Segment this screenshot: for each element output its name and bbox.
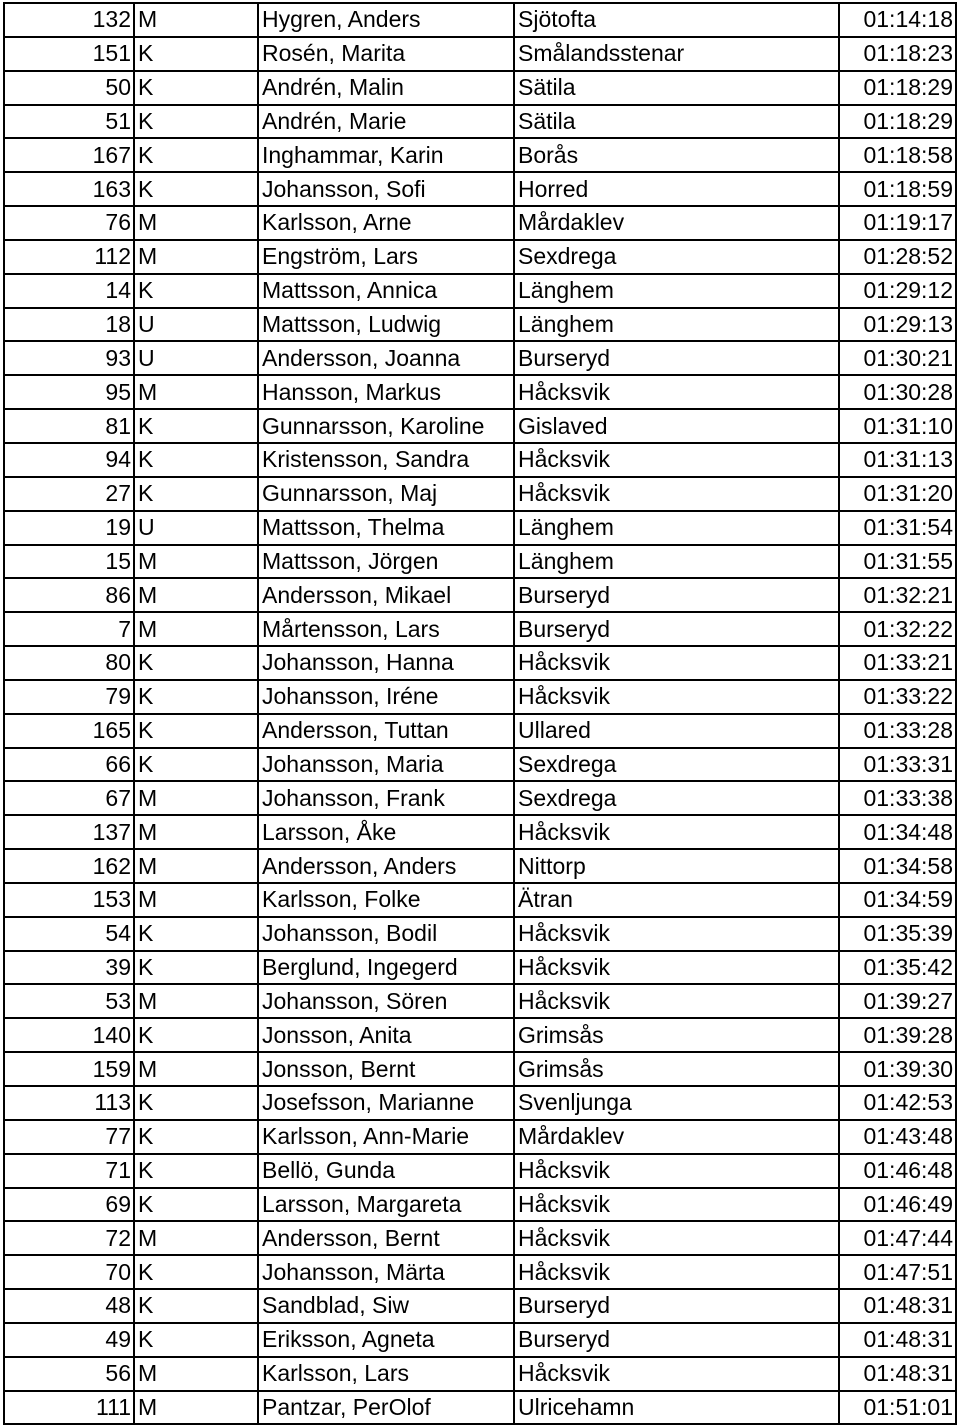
class-cell: M bbox=[134, 3, 258, 37]
table-row bbox=[4, 1120, 956, 1154]
table-row bbox=[4, 1323, 956, 1357]
club-cell: Burseryd bbox=[514, 612, 839, 646]
time-cell: 01:39:28 bbox=[839, 1018, 956, 1052]
name-cell: Johansson, Sofi bbox=[258, 172, 514, 206]
club-cell: Sätila bbox=[514, 105, 839, 139]
club-cell: Håcksvik bbox=[514, 443, 839, 477]
start-number-cell: 51 bbox=[4, 105, 134, 139]
start-number-cell: 165 bbox=[4, 714, 134, 748]
class-cell: K bbox=[134, 409, 258, 443]
time-cell: 01:42:53 bbox=[839, 1086, 956, 1120]
table-row bbox=[4, 1086, 956, 1120]
time-cell: 01:19:17 bbox=[839, 206, 956, 240]
time-cell: 01:33:38 bbox=[839, 781, 956, 815]
class-cell: K bbox=[134, 748, 258, 782]
time-cell: 01:39:30 bbox=[839, 1052, 956, 1086]
name-cell: Rosén, Marita bbox=[258, 37, 514, 71]
name-cell: Bellö, Gunda bbox=[258, 1154, 514, 1188]
class-cell: M bbox=[134, 375, 258, 409]
table-row bbox=[4, 1052, 956, 1086]
start-number-cell: 167 bbox=[4, 138, 134, 172]
name-cell: Josefsson, Marianne bbox=[258, 1086, 514, 1120]
time-cell: 01:30:28 bbox=[839, 375, 956, 409]
club-cell: Håcksvik bbox=[514, 1357, 839, 1391]
class-cell: K bbox=[134, 1120, 258, 1154]
table-row bbox=[4, 1154, 956, 1188]
class-cell: K bbox=[134, 680, 258, 714]
table-row bbox=[4, 951, 956, 985]
start-number-cell: 49 bbox=[4, 1323, 134, 1357]
table-row bbox=[4, 917, 956, 951]
table-row bbox=[4, 37, 956, 71]
time-cell: 01:29:12 bbox=[839, 274, 956, 308]
club-cell: Håcksvik bbox=[514, 680, 839, 714]
table-row bbox=[4, 815, 956, 849]
start-number-cell: 15 bbox=[4, 545, 134, 579]
name-cell: Andersson, Mikael bbox=[258, 578, 514, 612]
time-cell: 01:31:55 bbox=[839, 545, 956, 579]
table-row bbox=[4, 849, 956, 883]
table-row bbox=[4, 206, 956, 240]
club-cell: Svenljunga bbox=[514, 1086, 839, 1120]
time-cell: 01:29:13 bbox=[839, 308, 956, 342]
time-cell: 01:47:44 bbox=[839, 1221, 956, 1255]
start-number-cell: 95 bbox=[4, 375, 134, 409]
name-cell: Mattsson, Annica bbox=[258, 274, 514, 308]
start-number-cell: 77 bbox=[4, 1120, 134, 1154]
name-cell: Hansson, Markus bbox=[258, 375, 514, 409]
table-row bbox=[4, 883, 956, 917]
club-cell: Sexdrega bbox=[514, 240, 839, 274]
time-cell: 01:35:42 bbox=[839, 951, 956, 985]
start-number-cell: 79 bbox=[4, 680, 134, 714]
name-cell: Inghammar, Karin bbox=[258, 138, 514, 172]
time-cell: 01:48:31 bbox=[839, 1289, 956, 1323]
name-cell: Larsson, Åke bbox=[258, 815, 514, 849]
time-cell: 01:18:23 bbox=[839, 37, 956, 71]
club-cell: Håcksvik bbox=[514, 951, 839, 985]
club-cell: Håcksvik bbox=[514, 984, 839, 1018]
club-cell: Sexdrega bbox=[514, 781, 839, 815]
class-cell: M bbox=[134, 578, 258, 612]
name-cell: Jonsson, Bernt bbox=[258, 1052, 514, 1086]
club-cell: Gislaved bbox=[514, 409, 839, 443]
table-row bbox=[4, 1289, 956, 1323]
table-row bbox=[4, 1018, 956, 1052]
time-cell: 01:28:52 bbox=[839, 240, 956, 274]
name-cell: Kristensson, Sandra bbox=[258, 443, 514, 477]
name-cell: Jonsson, Anita bbox=[258, 1018, 514, 1052]
time-cell: 01:47:51 bbox=[839, 1255, 956, 1289]
club-cell: Håcksvik bbox=[514, 1221, 839, 1255]
name-cell: Johansson, Sören bbox=[258, 984, 514, 1018]
name-cell: Gunnarsson, Karoline bbox=[258, 409, 514, 443]
start-number-cell: 76 bbox=[4, 206, 134, 240]
start-number-cell: 140 bbox=[4, 1018, 134, 1052]
start-number-cell: 56 bbox=[4, 1357, 134, 1391]
table-row bbox=[4, 477, 956, 511]
name-cell: Andersson, Anders bbox=[258, 849, 514, 883]
name-cell: Pantzar, PerOlof bbox=[258, 1391, 514, 1425]
table-row bbox=[4, 984, 956, 1018]
name-cell: Johansson, Hanna bbox=[258, 646, 514, 680]
class-cell: K bbox=[134, 71, 258, 105]
start-number-cell: 54 bbox=[4, 917, 134, 951]
time-cell: 01:34:48 bbox=[839, 815, 956, 849]
table-row bbox=[4, 1357, 956, 1391]
class-cell: M bbox=[134, 1221, 258, 1255]
club-cell: Nittorp bbox=[514, 849, 839, 883]
class-cell: K bbox=[134, 477, 258, 511]
start-number-cell: 151 bbox=[4, 37, 134, 71]
time-cell: 01:35:39 bbox=[839, 917, 956, 951]
time-cell: 01:32:21 bbox=[839, 578, 956, 612]
start-number-cell: 19 bbox=[4, 511, 134, 545]
table-row bbox=[4, 375, 956, 409]
name-cell: Johansson, Iréne bbox=[258, 680, 514, 714]
class-cell: M bbox=[134, 1391, 258, 1425]
results-table bbox=[3, 2, 957, 1425]
class-cell: K bbox=[134, 646, 258, 680]
time-cell: 01:31:20 bbox=[839, 477, 956, 511]
time-cell: 01:33:28 bbox=[839, 714, 956, 748]
table-row bbox=[4, 781, 956, 815]
time-cell: 01:48:31 bbox=[839, 1323, 956, 1357]
name-cell: Berglund, Ingegerd bbox=[258, 951, 514, 985]
time-cell: 01:18:58 bbox=[839, 138, 956, 172]
time-cell: 01:34:58 bbox=[839, 849, 956, 883]
start-number-cell: 53 bbox=[4, 984, 134, 1018]
start-number-cell: 39 bbox=[4, 951, 134, 985]
time-cell: 01:18:59 bbox=[839, 172, 956, 206]
start-number-cell: 113 bbox=[4, 1086, 134, 1120]
class-cell: M bbox=[134, 1052, 258, 1086]
start-number-cell: 112 bbox=[4, 240, 134, 274]
class-cell: K bbox=[134, 1323, 258, 1357]
table-row bbox=[4, 443, 956, 477]
class-cell: K bbox=[134, 951, 258, 985]
start-number-cell: 66 bbox=[4, 748, 134, 782]
class-cell: K bbox=[134, 1154, 258, 1188]
class-cell: M bbox=[134, 206, 258, 240]
start-number-cell: 69 bbox=[4, 1188, 134, 1222]
class-cell: K bbox=[134, 1018, 258, 1052]
start-number-cell: 159 bbox=[4, 1052, 134, 1086]
time-cell: 01:33:21 bbox=[839, 646, 956, 680]
time-cell: 01:48:31 bbox=[839, 1357, 956, 1391]
time-cell: 01:31:10 bbox=[839, 409, 956, 443]
club-cell: Grimsås bbox=[514, 1018, 839, 1052]
class-cell: M bbox=[134, 883, 258, 917]
club-cell: Håcksvik bbox=[514, 815, 839, 849]
start-number-cell: 162 bbox=[4, 849, 134, 883]
club-cell: Länghem bbox=[514, 511, 839, 545]
class-cell: M bbox=[134, 1357, 258, 1391]
name-cell: Karlsson, Folke bbox=[258, 883, 514, 917]
start-number-cell: 163 bbox=[4, 172, 134, 206]
start-number-cell: 18 bbox=[4, 308, 134, 342]
name-cell: Mattsson, Ludwig bbox=[258, 308, 514, 342]
start-number-cell: 71 bbox=[4, 1154, 134, 1188]
class-cell: M bbox=[134, 612, 258, 646]
class-cell: M bbox=[134, 849, 258, 883]
start-number-cell: 50 bbox=[4, 71, 134, 105]
class-cell: K bbox=[134, 714, 258, 748]
name-cell: Johansson, Bodil bbox=[258, 917, 514, 951]
table-row bbox=[4, 511, 956, 545]
time-cell: 01:39:27 bbox=[839, 984, 956, 1018]
name-cell: Engström, Lars bbox=[258, 240, 514, 274]
class-cell: K bbox=[134, 37, 258, 71]
name-cell: Larsson, Margareta bbox=[258, 1188, 514, 1222]
name-cell: Andersson, Bernt bbox=[258, 1221, 514, 1255]
time-cell: 01:32:22 bbox=[839, 612, 956, 646]
time-cell: 01:18:29 bbox=[839, 71, 956, 105]
class-cell: M bbox=[134, 240, 258, 274]
table-row bbox=[4, 105, 956, 139]
time-cell: 01:33:31 bbox=[839, 748, 956, 782]
club-cell: Håcksvik bbox=[514, 477, 839, 511]
time-cell: 01:31:13 bbox=[839, 443, 956, 477]
table-row bbox=[4, 341, 956, 375]
club-cell: Håcksvik bbox=[514, 1154, 839, 1188]
club-cell: Håcksvik bbox=[514, 646, 839, 680]
name-cell: Andrén, Malin bbox=[258, 71, 514, 105]
class-cell: K bbox=[134, 274, 258, 308]
class-cell: K bbox=[134, 917, 258, 951]
name-cell: Karlsson, Arne bbox=[258, 206, 514, 240]
time-cell: 01:14:18 bbox=[839, 3, 956, 37]
club-cell: Grimsås bbox=[514, 1052, 839, 1086]
time-cell: 01:30:21 bbox=[839, 341, 956, 375]
name-cell: Sandblad, Siw bbox=[258, 1289, 514, 1323]
table-row bbox=[4, 308, 956, 342]
class-cell: K bbox=[134, 1086, 258, 1120]
name-cell: Eriksson, Agneta bbox=[258, 1323, 514, 1357]
table-row bbox=[4, 138, 956, 172]
start-number-cell: 70 bbox=[4, 1255, 134, 1289]
club-cell: Burseryd bbox=[514, 341, 839, 375]
club-cell: Sätila bbox=[514, 71, 839, 105]
start-number-cell: 94 bbox=[4, 443, 134, 477]
class-cell: K bbox=[134, 172, 258, 206]
name-cell: Johansson, Maria bbox=[258, 748, 514, 782]
club-cell: Sjötofta bbox=[514, 3, 839, 37]
table-row bbox=[4, 714, 956, 748]
results-body bbox=[4, 3, 956, 1424]
start-number-cell: 14 bbox=[4, 274, 134, 308]
club-cell: Burseryd bbox=[514, 1289, 839, 1323]
class-cell: K bbox=[134, 443, 258, 477]
table-row bbox=[4, 240, 956, 274]
class-cell: K bbox=[134, 138, 258, 172]
table-row bbox=[4, 1391, 956, 1425]
table-row bbox=[4, 680, 956, 714]
start-number-cell: 93 bbox=[4, 341, 134, 375]
club-cell: Borås bbox=[514, 138, 839, 172]
club-cell: Mårdaklev bbox=[514, 206, 839, 240]
time-cell: 01:46:49 bbox=[839, 1188, 956, 1222]
club-cell: Håcksvik bbox=[514, 1255, 839, 1289]
club-cell: Ulricehamn bbox=[514, 1391, 839, 1425]
club-cell: Horred bbox=[514, 172, 839, 206]
club-cell: Håcksvik bbox=[514, 375, 839, 409]
start-number-cell: 137 bbox=[4, 815, 134, 849]
class-cell: K bbox=[134, 1188, 258, 1222]
club-cell: Smålandsstenar bbox=[514, 37, 839, 71]
start-number-cell: 153 bbox=[4, 883, 134, 917]
time-cell: 01:31:54 bbox=[839, 511, 956, 545]
start-number-cell: 111 bbox=[4, 1391, 134, 1425]
club-cell: Länghem bbox=[514, 274, 839, 308]
club-cell: Burseryd bbox=[514, 1323, 839, 1357]
name-cell: Mårtensson, Lars bbox=[258, 612, 514, 646]
start-number-cell: 67 bbox=[4, 781, 134, 815]
class-cell: M bbox=[134, 815, 258, 849]
time-cell: 01:18:29 bbox=[839, 105, 956, 139]
club-cell: Håcksvik bbox=[514, 1188, 839, 1222]
name-cell: Johansson, Frank bbox=[258, 781, 514, 815]
class-cell: K bbox=[134, 105, 258, 139]
name-cell: Hygren, Anders bbox=[258, 3, 514, 37]
class-cell: M bbox=[134, 781, 258, 815]
class-cell: M bbox=[134, 545, 258, 579]
start-number-cell: 27 bbox=[4, 477, 134, 511]
start-number-cell: 132 bbox=[4, 3, 134, 37]
name-cell: Karlsson, Lars bbox=[258, 1357, 514, 1391]
table-row bbox=[4, 274, 956, 308]
table-row bbox=[4, 1188, 956, 1222]
time-cell: 01:51:01 bbox=[839, 1391, 956, 1425]
table-row bbox=[4, 172, 956, 206]
table-row bbox=[4, 1255, 956, 1289]
name-cell: Mattsson, Thelma bbox=[258, 511, 514, 545]
class-cell: U bbox=[134, 511, 258, 545]
club-cell: Ätran bbox=[514, 883, 839, 917]
class-cell: K bbox=[134, 1255, 258, 1289]
club-cell: Länghem bbox=[514, 308, 839, 342]
club-cell: Ullared bbox=[514, 714, 839, 748]
name-cell: Andersson, Tuttan bbox=[258, 714, 514, 748]
table-row bbox=[4, 409, 956, 443]
time-cell: 01:33:22 bbox=[839, 680, 956, 714]
table-row bbox=[4, 3, 956, 37]
time-cell: 01:43:48 bbox=[839, 1120, 956, 1154]
table-row bbox=[4, 71, 956, 105]
name-cell: Andrén, Marie bbox=[258, 105, 514, 139]
table-row bbox=[4, 646, 956, 680]
club-cell: Burseryd bbox=[514, 578, 839, 612]
table-row bbox=[4, 578, 956, 612]
name-cell: Andersson, Joanna bbox=[258, 341, 514, 375]
name-cell: Gunnarsson, Maj bbox=[258, 477, 514, 511]
start-number-cell: 80 bbox=[4, 646, 134, 680]
table-row bbox=[4, 612, 956, 646]
table-row bbox=[4, 545, 956, 579]
class-cell: K bbox=[134, 1289, 258, 1323]
name-cell: Mattsson, Jörgen bbox=[258, 545, 514, 579]
start-number-cell: 7 bbox=[4, 612, 134, 646]
class-cell: U bbox=[134, 308, 258, 342]
start-number-cell: 86 bbox=[4, 578, 134, 612]
name-cell: Johansson, Märta bbox=[258, 1255, 514, 1289]
table-row bbox=[4, 1221, 956, 1255]
club-cell: Mårdaklev bbox=[514, 1120, 839, 1154]
start-number-cell: 72 bbox=[4, 1221, 134, 1255]
time-cell: 01:46:48 bbox=[839, 1154, 956, 1188]
start-number-cell: 48 bbox=[4, 1289, 134, 1323]
time-cell: 01:34:59 bbox=[839, 883, 956, 917]
start-number-cell: 81 bbox=[4, 409, 134, 443]
name-cell: Karlsson, Ann-Marie bbox=[258, 1120, 514, 1154]
class-cell: M bbox=[134, 984, 258, 1018]
class-cell: U bbox=[134, 341, 258, 375]
club-cell: Håcksvik bbox=[514, 917, 839, 951]
club-cell: Länghem bbox=[514, 545, 839, 579]
table-row bbox=[4, 748, 956, 782]
club-cell: Sexdrega bbox=[514, 748, 839, 782]
